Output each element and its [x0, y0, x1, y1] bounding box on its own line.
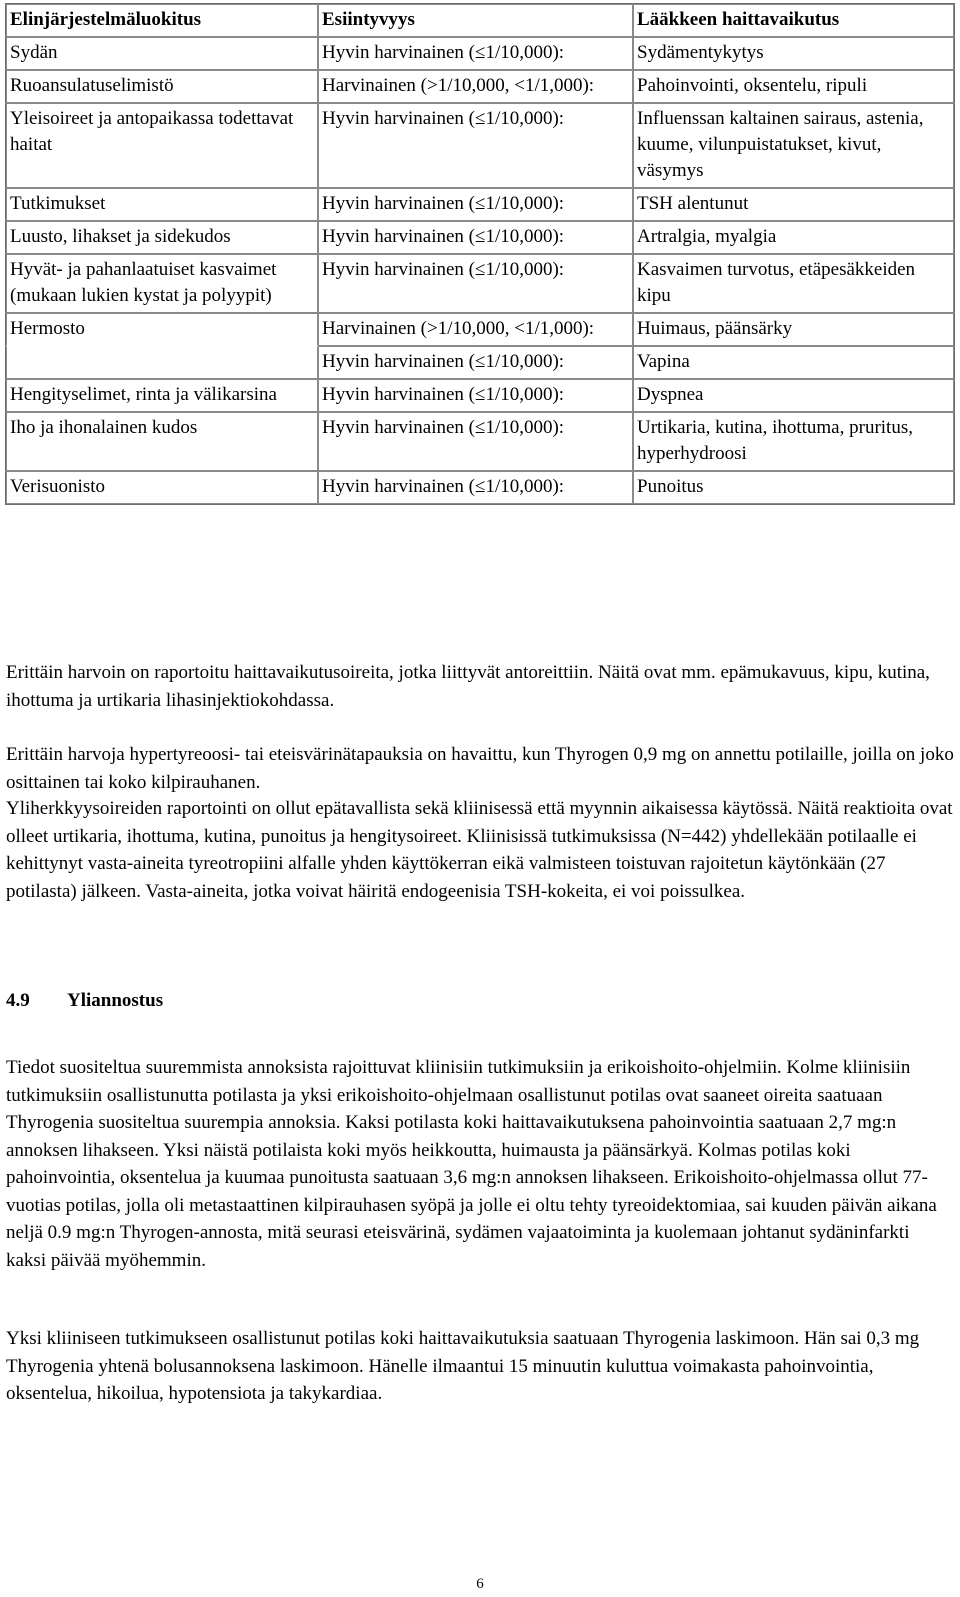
- table-row: [6, 412, 954, 471]
- table-row: [6, 188, 954, 221]
- reaction-cell: Sydämentykytys: [633, 37, 954, 70]
- frequency-cell: Hyvin harvinainen (≤1/10,000):: [318, 103, 633, 188]
- header-frequency: Esiintyvyys: [318, 4, 633, 37]
- paragraph-hypersensitivity: Yliherkkyysoireiden raportointi on ollut epätavallista sekä kliinisessä että myynnin aikaisessa käytössä. Näitä reaktioita ovat olleet urtikaria, ihottuma, kutina, punoitus ja hengitysoireet. Kliinisissä tutkimuksissa (N=442) yhdellekään potilaalle ei kehittynyt vasta-aineita tyreotropiini alfalle yhden käyttökerran eikä valmisteen toistuvan rajoitetun käytönkään (27 potilasta) jälkeen. Vasta-aineita, jotka voivat häiritä endogeenisia TSH-kokeita, ei voi poissulkea.: [6, 798, 953, 902]
- organ-cell: Tutkimukset: [6, 188, 318, 221]
- section-number: 4.9: [6, 990, 30, 1011]
- organ-cell: Ruoansulatuselimistö: [6, 70, 318, 103]
- organ-cell: Yleisoireet ja antopaikassa todettavat haitat: [6, 103, 318, 188]
- organ-cell: Hermosto: [6, 313, 318, 346]
- table-header-row: [6, 4, 954, 37]
- frequency-cell: Hyvin harvinainen (≤1/10,000):: [318, 379, 633, 412]
- section-heading: [6, 988, 163, 1014]
- paragraph-hyperthyroidism: Erittäin harvoja hypertyreoosi- tai eteisvärinätapauksia on havaittu, kun Thyrogen 0,9 mg on annettu potilaille, joilla on joko osittainen tai koko kilpirauhanen.: [6, 744, 954, 793]
- reaction-cell: Vapina: [633, 346, 954, 379]
- reaction-cell: Artralgia, myalgia: [633, 221, 954, 254]
- reaction-cell: Punoitus: [633, 471, 954, 504]
- reaction-cell: Pahoinvointi, oksentelu, ripuli: [633, 70, 954, 103]
- frequency-cell: Hyvin harvinainen (≤1/10,000):: [318, 346, 633, 379]
- organ-cell: Iho ja ihonalainen kudos: [6, 412, 318, 471]
- paragraph-injection-site: Erittäin harvoin on raportoitu haittavaikutusoireita, jotka liittyvät antoreittiin. Näitä ovat mm. epämukavuus, kipu, kutina, ihottuma ja urtikaria lihasinjektiokohdassa.: [6, 662, 930, 711]
- reaction-cell: Kasvaimen turvotus, etäpesäkkeiden kipu: [633, 254, 954, 313]
- table-row: [6, 379, 954, 412]
- organ-cell: Hengityselimet, rinta ja välikarsina: [6, 379, 318, 412]
- reaction-cell: Urtikaria, kutina, ihottuma, pruritus, hyperhydroosi: [633, 412, 954, 471]
- organ-cell: [6, 346, 318, 379]
- table-row: [6, 471, 954, 504]
- frequency-cell: Harvinainen (>1/10,000, <1/1,000):: [318, 70, 633, 103]
- table-row: [6, 313, 954, 346]
- frequency-cell: Harvinainen (>1/10,000, <1/1,000):: [318, 313, 633, 346]
- frequency-cell: Hyvin harvinainen (≤1/10,000):: [318, 412, 633, 471]
- paragraph-overdose: Tiedot suositeltua suuremmista annoksista rajoittuvat kliinisiin tutkimuksiin ja erikoishoito-ohjelmiin. Kolme kliinisiin tutkimuksiin osallistunutta potilasta ja yksi erikoishoito-ohjelmaan osallistunut potilas ovat saaneet oireita saatuaan Thyrogenia suositeltua suurempia annoksia. Kaksi potilasta koki haittavaikutuksena pahoinvointia saatuaan 2,7 mg:n annoksen lihakseen. Yksi näistä potilaista koki myös heikkoutta, huimausta ja päänsärkyä. Kolmas potilas koki pahoinvointia, oksentelua ja kuumaa punoitusta saatuaan 3,6 mg:n annoksen lihakseen. Erikoishoito-ohjelmassa ollut 77-vuotias potilas, jolla oli metastaattinen kilpirauhasen syöpä ja jolle ei oltu tehty tyreoidektomiaa, sai kuuden päivän aikana neljä 0.9 mg:n Thyrogen-annosta, mitä seurasi eteisvärinä, sydämen vajaatoiminta ja kuolemaan johtanut sydäninfarkti kaksi päivää myöhemmin.: [6, 1057, 937, 1271]
- table-row: [6, 254, 954, 313]
- frequency-cell: Hyvin harvinainen (≤1/10,000):: [318, 254, 633, 313]
- reaction-cell: Huimaus, päänsärky: [633, 313, 954, 346]
- organ-cell: Verisuonisto: [6, 471, 318, 504]
- reaction-cell: TSH alentunut: [633, 188, 954, 221]
- frequency-cell: Hyvin harvinainen (≤1/10,000):: [318, 37, 633, 70]
- header-reaction: Lääkkeen haittavaikutus: [633, 4, 954, 37]
- table-row: [6, 37, 954, 70]
- section-title: Yliannostus: [67, 990, 164, 1011]
- reaction-cell: Dyspnea: [633, 379, 954, 412]
- page-number: 6: [476, 1576, 484, 1592]
- header-organ-class: Elinjärjestelmäluokitus: [6, 4, 318, 37]
- paragraph-iv-administration: Yksi kliiniseen tutkimukseen osallistunut potilas koki haittavaikutuksia saatuaan Thyrogenia laskimoon. Hän sai 0,3 mg Thyrogenia yhtenä bolusannoksena laskimoon. Hänelle ilmaantui 15 minuutin kuluttua voimakasta pahoinvointia, oksentelua, hikoilua, hypotensiota ja takykardiaa.: [6, 1328, 920, 1404]
- table-row: [6, 103, 954, 188]
- frequency-cell: Hyvin harvinainen (≤1/10,000):: [318, 188, 633, 221]
- organ-cell: Sydän: [6, 37, 318, 70]
- frequency-cell: Hyvin harvinainen (≤1/10,000):: [318, 221, 633, 254]
- organ-cell: Hyvät- ja pahanlaatuiset kasvaimet (mukaan lukien kystat ja polyypit): [6, 254, 318, 313]
- adverse-reactions-table: [5, 3, 955, 505]
- organ-cell: Luusto, lihakset ja sidekudos: [6, 221, 318, 254]
- reaction-cell: Influenssan kaltainen sairaus, astenia, kuume, vilunpuistatukset, kivut, väsymys: [633, 103, 954, 188]
- table-row: [6, 70, 954, 103]
- frequency-cell: Hyvin harvinainen (≤1/10,000):: [318, 471, 633, 504]
- table-row: [6, 221, 954, 254]
- table-row: [6, 346, 954, 379]
